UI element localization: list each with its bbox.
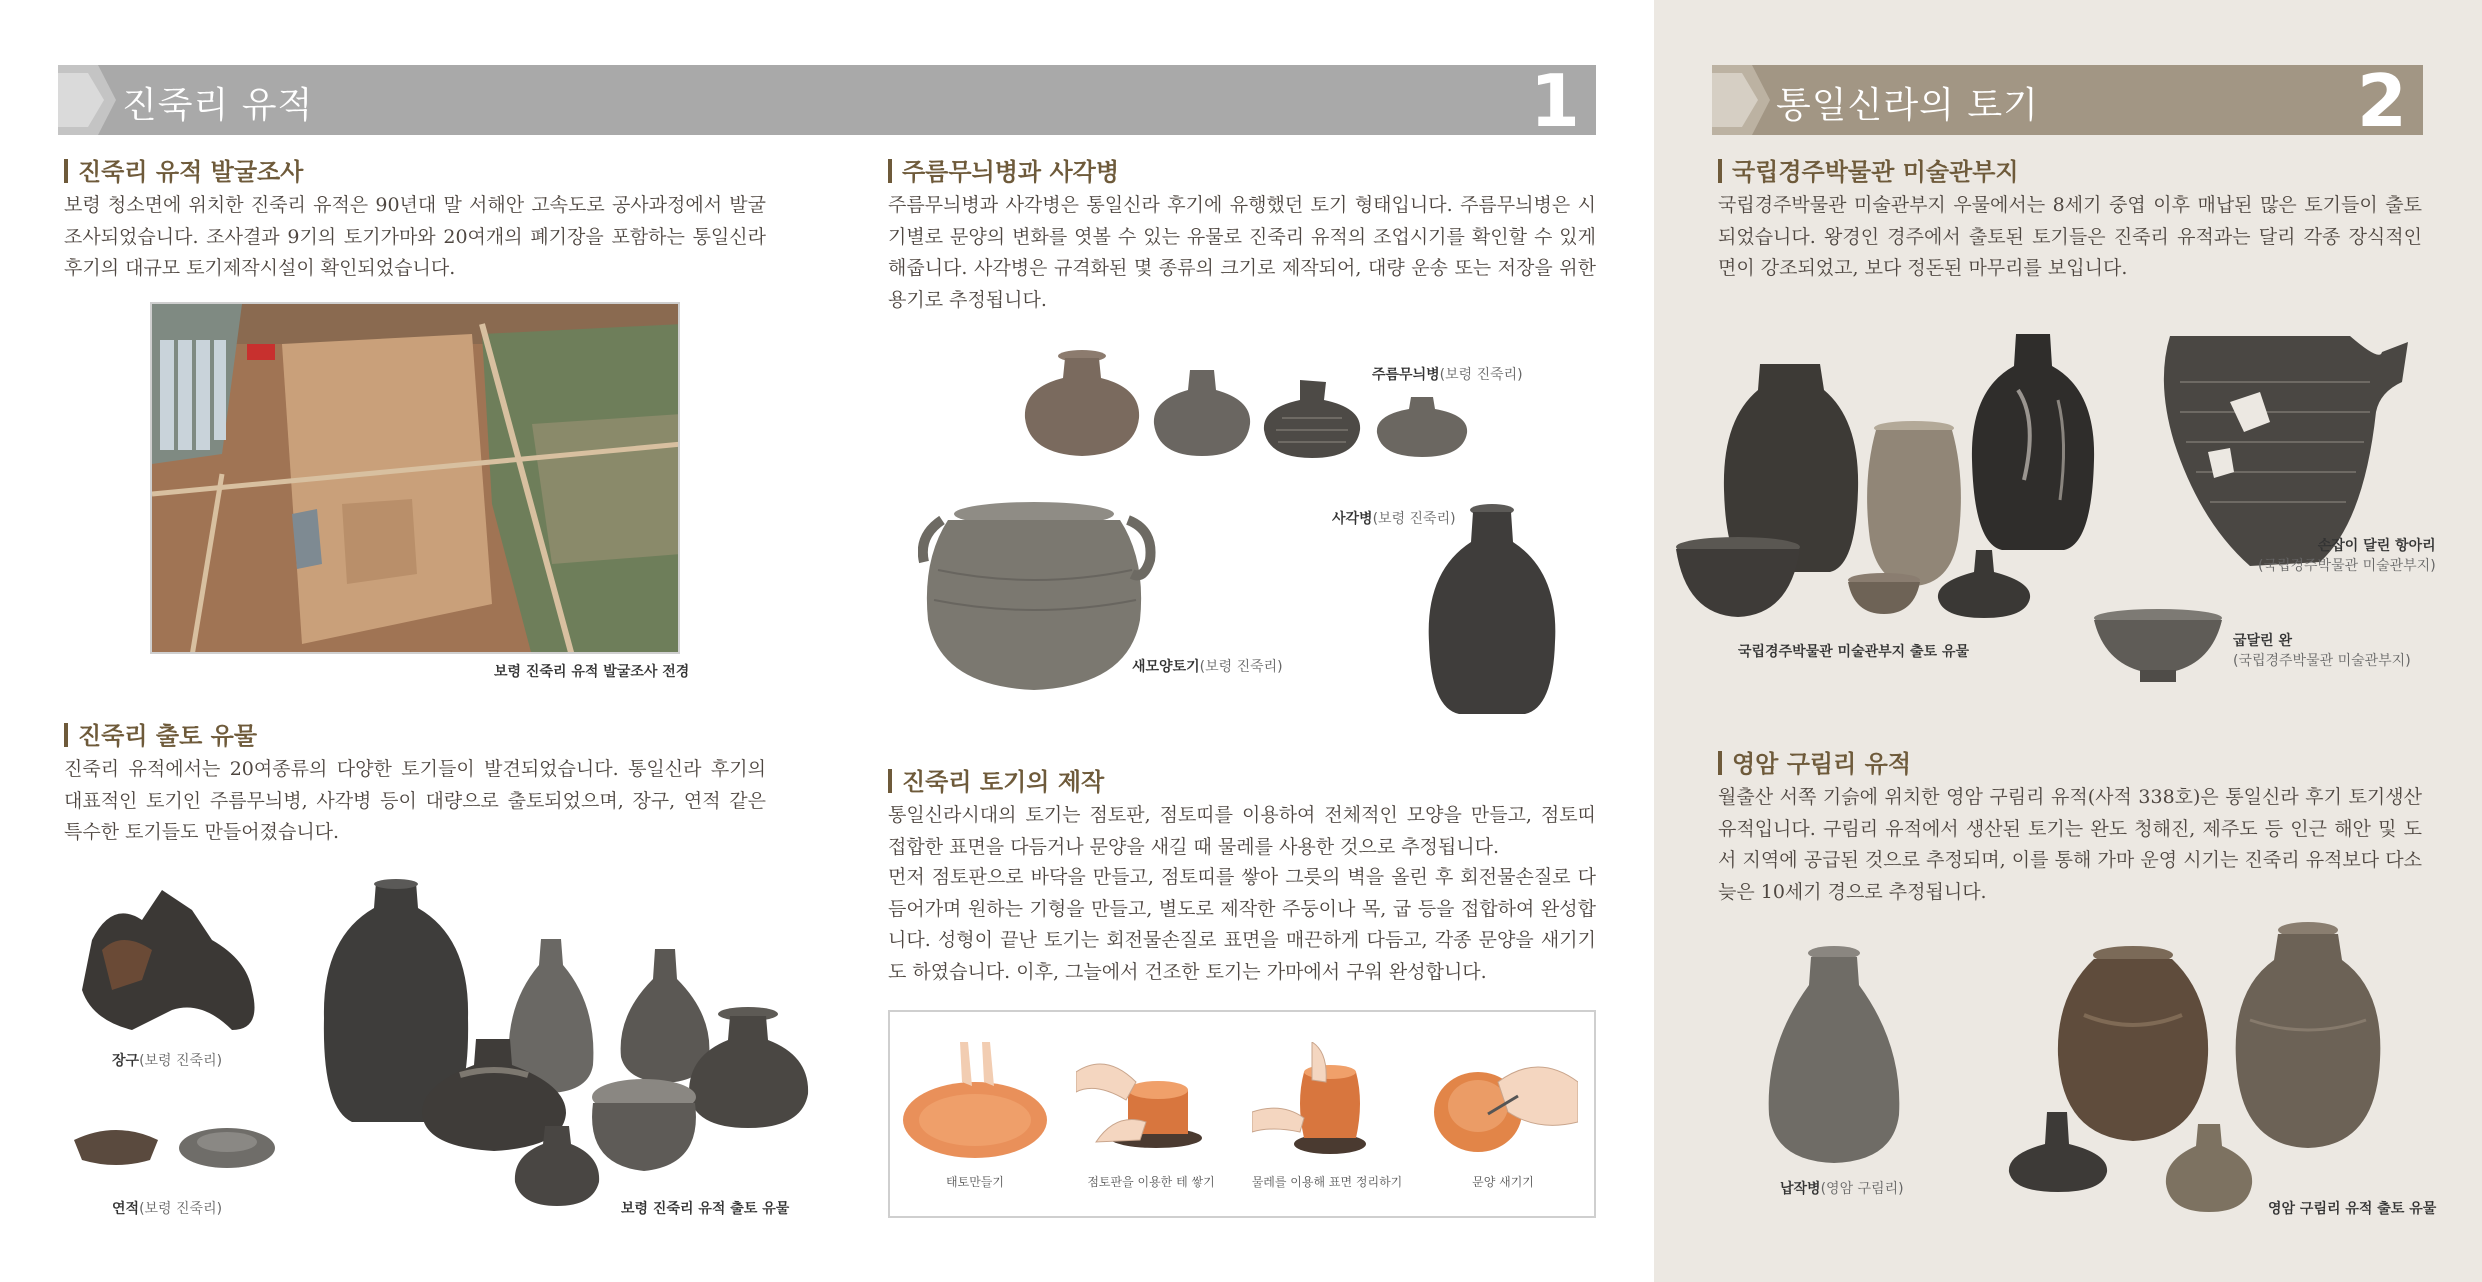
sagak-caption: 사각병(보령 진죽리)	[1332, 511, 1456, 527]
section1-number: 1	[1529, 59, 1580, 143]
square-bottle	[1425, 502, 1559, 718]
process-step-2-label: 점토판을 이용한 테 쌓기	[1087, 1175, 1215, 1189]
section2-banner	[1712, 59, 2423, 143]
museum-handled-jar	[2150, 322, 2412, 570]
artifacts-heading: 진죽리 출토 유물	[64, 716, 257, 751]
footed-bowl-caption: 굽달린 완 (국립경주박물관 미술관부지)	[2233, 633, 2411, 669]
yeongam-text: 월출산 서쪽 기슭에 위치한 영암 구림리 유적(사적 338호)은 통일신라 후기 토기생산 유적입니다. 구림리 유적에서 생산된 토기는 완도 청해진, 제주도 등 인근 해안 및 도서 지역에 공급된 것으로 추정되며, 이를 통해 가마 운영 시기는 진죽리 유적보다 다소 늦은 10세기 경으로 추정됩니다.	[1718, 786, 2422, 903]
banner-arrow-icon	[58, 65, 118, 135]
museum-small-cup	[1846, 572, 1922, 616]
jinjuk-group-caption: 보령 진죽리 유적 출토 유물	[621, 1201, 790, 1217]
section2-title: 통일신라의 토기	[1776, 85, 2039, 126]
yeongam-small-bottle-1	[2005, 1110, 2111, 1194]
process-step-3	[1242, 1012, 1412, 1212]
pattern-carving-icon	[1428, 1042, 1578, 1162]
flat-bottle	[1763, 945, 1905, 1167]
bird-shaped-vessel	[918, 500, 1158, 692]
yeongam-jar-2	[2230, 920, 2386, 1152]
footed-bowl	[2090, 608, 2226, 684]
excavation-text: 보령 청소면에 위치한 진죽리 유적은 90년대 말 서해안 고속도로 공사과정에서 발굴조사되었습니다. 조사결과 9기의 토기가마와 20여개의 폐기장을 포함하는 통일신라 후기의 대규모 토기제작시설이 확인되었습니다.	[64, 194, 766, 279]
jureum-caption: 주름무늬병(보령 진죽리)	[1372, 367, 1523, 383]
museum-bowl-1	[1672, 535, 1804, 619]
jinjuk-vessel-wrinkle-bottle	[686, 1006, 811, 1130]
coil-building-icon	[1076, 1042, 1226, 1162]
process-step-1	[890, 1012, 1060, 1212]
banner-arrow-icon	[1712, 65, 1772, 135]
jinjuk-vessel-lidded-jar	[585, 1075, 703, 1175]
process-step-4	[1418, 1012, 1588, 1212]
excavation-heading: 진죽리 유적 발굴조사	[64, 152, 303, 187]
making-text-2: 먼저 점토판으로 바닥을 만들고, 점토띠를 쌓아 그릇의 벽을 올린 후 회전물손질로 다듬어가며 원하는 기형을 만들고, 별도로 제작한 주둥이나 목, 굽 등을 접합하여 완성합니다. 성형이 끝난 토기는 회전물손질로 표면을 매끈하게 다듬고, 각종 문양을 새기기도 하였습니다. 이후, 그늘에서 건조한 토기는 가마에서 구워 완성합니다.	[888, 866, 1596, 983]
bottles-text: 주름무늬병과 사각병은 통일신라 후기에 유행했던 토기 형태입니다. 주름무늬병은 시기별로 문양의 변화를 엿볼 수 있는 유물로 진죽리 유적의 조업시기를 확인할 수 있게 해줍니다. 사각병은 규격화된 몇 종류의 크기로 제작되어, 대량 운송 또는 저장을 위한 용기로 추정됩니다.	[888, 194, 1596, 311]
yeonjeok-image-1	[70, 1120, 162, 1170]
museum-vessel-bottle	[1968, 330, 2098, 555]
excavation-aerial-photo	[150, 302, 680, 654]
wheel-smoothing-icon	[1252, 1042, 1402, 1162]
yeonjeok-image-2	[176, 1120, 278, 1172]
yeonjeok-caption: 연적(보령 진죽리)	[112, 1201, 223, 1217]
handled-jar-caption: 손잡이 달린 항아리 (국립경주박물관 미술관부지)	[2258, 538, 2436, 574]
section1-title: 진죽리 유적	[122, 85, 314, 126]
bottles-heading: 주름무늬병과 사각병	[888, 152, 1119, 187]
section2-number: 2	[2356, 59, 2407, 143]
napjak-caption: 납작병(영암 구림리)	[1780, 1181, 1904, 1197]
excavation-photo-caption: 보령 진죽리 유적 발굴조사 전경	[494, 664, 690, 680]
making-heading: 진죽리 토기의 제작	[888, 762, 1104, 797]
clay-kneading-icon	[900, 1042, 1050, 1162]
saemoyang-caption: 새모양토기(보령 진죽리)	[1132, 659, 1283, 675]
janggu-caption: 장구(보령 진죽리)	[112, 1053, 223, 1069]
museum-small-vessel	[1934, 548, 2034, 620]
jinjuk-vessel-small-bottle	[513, 1122, 601, 1208]
process-step-3-label: 물레를 이용해 표면 정리하기	[1251, 1175, 1403, 1189]
museum-heading: 국립경주박물관 미술관부지	[1718, 152, 2019, 187]
making-text-1: 통일신라시대의 토기는 점토판, 점토띠를 이용하여 전체적인 모양을 만들고, 점토띠 접합한 표면을 다듬거나 문양을 새길 때 물레를 사용한 것으로 추정됩니다.	[888, 804, 1596, 858]
yeongam-group-caption: 영암 구림리 유적 출토 유물	[2268, 1201, 2437, 1217]
museum-group-caption: 국립경주박물관 미술관부지 출토 유물	[1738, 644, 1970, 660]
section1-banner	[58, 59, 1596, 143]
making-process-diagram	[888, 1010, 1596, 1218]
process-step-1-label: 태토만들기	[946, 1175, 1004, 1189]
artifacts-text: 진죽리 유적에서는 20여종류의 다양한 토기들이 발견되었습니다. 통일신라 후기의 대표적인 토기인 주름무늬병, 사각병 등이 대량으로 출토되었으며, 장구, 연적 같은 특수한 토기들도 만들어졌습니다.	[64, 758, 766, 843]
janggu-image	[72, 880, 258, 1040]
process-step-4-label: 문양 새기기	[1472, 1175, 1534, 1189]
museum-text: 국립경주박물관 미술관부지 우물에서는 8세기 중엽 이후 매납된 많은 토기들이 출토되었습니다. 왕경인 경주에서 출토된 토기들은 진죽리 유적과는 달리 각종 장식적인 면이 강조되었고, 보다 정돈된 마무리를 보입니다.	[1718, 194, 2422, 279]
wrinkle-bottle-4	[1375, 395, 1469, 459]
yeongam-small-bottle-2	[2162, 1122, 2256, 1214]
wrinkle-bottle-3	[1262, 378, 1362, 460]
yeongam-heading: 영암 구림리 유적	[1718, 744, 1911, 779]
process-step-2	[1066, 1012, 1236, 1212]
wrinkle-bottle-2	[1152, 366, 1252, 458]
wrinkle-bottle-1	[1023, 348, 1141, 458]
